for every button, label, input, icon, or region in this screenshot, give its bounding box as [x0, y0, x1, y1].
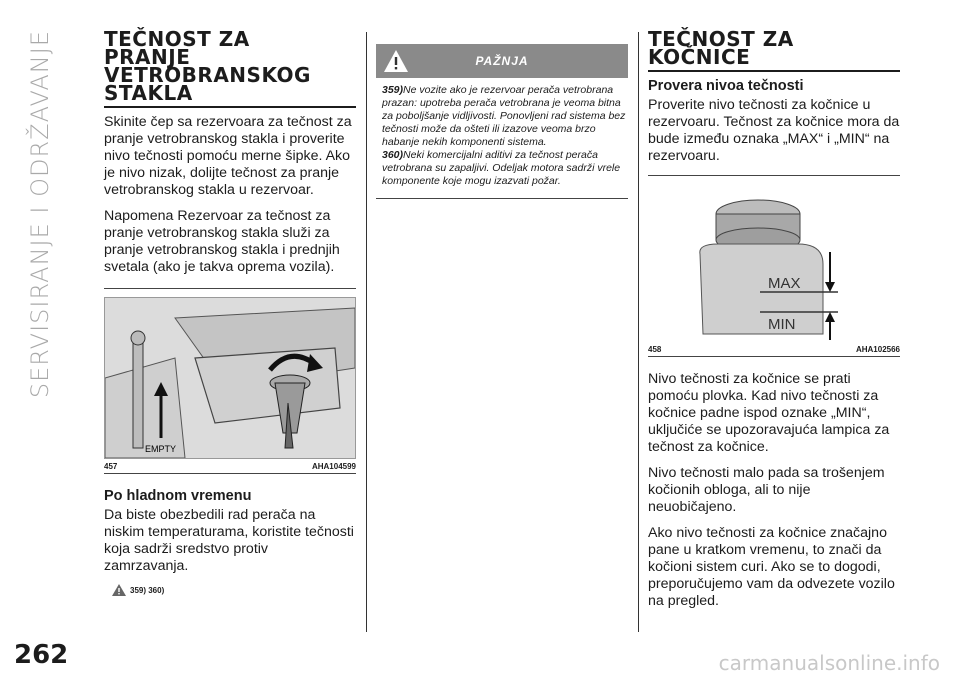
column-divider — [638, 32, 639, 632]
note-paragraph: Napomena Rezervoar za tečnost za pranje vetrobranskog stakla služi za pranje vetrobranskog stakla i prednjih svetala (ako je takva oprema vozila). — [104, 208, 340, 275]
figure-458 — [648, 175, 900, 357]
warning-header — [376, 44, 628, 78]
watermark: carmanualsonline.info — [718, 651, 940, 675]
section-title-washer-fluid: TEČNOST ZA PRANJE VETROBRANSKOG STAKLA — [104, 30, 356, 108]
svg-text:MIN: MIN — [768, 316, 796, 333]
warning-title: PAŽNJA — [475, 54, 529, 68]
paragraph: Nivo tečnosti za kočnice se prati pomoću plovka. Kad nivo tečnosti za kočnice padne ispod oznake „MIN“, uključiće se upozoravajuća lampica za tečnost za kočnice. — [648, 371, 890, 455]
brake-fluid-section — [648, 27, 900, 619]
paragraph: Proverite nivo tečnosti za kočnice u rezervoaru. Tečnost za kočnice mora da bude između oznaka „MAX“ i „MIN“ na rezervoaru. — [648, 97, 900, 164]
side-section-title: SERVISIRANJE I ODRŽAVANJE — [26, 30, 54, 399]
warning-box — [376, 44, 628, 199]
figure-caption: 457 AHA104599 — [104, 462, 356, 474]
paragraph: Skinite čep sa rezervoara za tečnost za pranje vetrobranskog stakla i proverite nivo tečnosti pomoću merne šipke. Ako je nivo nizak, dolijte tečnost za pranje vetrobranskog stakla u rezervoar. — [104, 114, 352, 198]
warning-item-359: 359)Ne vozite ako je rezervoar perača vetrobrana prazan: upotreba perača vetrobrana je veoma bitna za poboljšanje vidljivosti. Ponovljeni rad sistema bez tečnosti može da ošteti ili izazove veoma brzo habanje nekih komponenti sistema. — [382, 84, 626, 148]
paragraph: Ako nivo tečnosti za kočnice značajno pane u kratkom vremenu, to znači da kočioni sistem curi. Ako se to dogodi, preporučujemo vam da odvezete vozilo na pregled. — [648, 525, 895, 609]
subheading-level-check: Provera nivoa tečnosti — [648, 78, 804, 94]
warning-item-360: 360)Neki komercijalni aditivi za tečnost perača vetrobrana su zapaljivi. Odeljak motora sadrži vrele komponente koje mogu izazvati požar. — [382, 149, 621, 187]
section-title-brake-fluid: TEČNOST ZA KOČNICE — [648, 30, 900, 72]
paragraph: Da biste obezbedili rad perača na niskim temperaturama, koristite tečnosti koja sadrži sredstvo protiv zamrzavanja. — [104, 507, 354, 574]
column-divider — [366, 32, 367, 632]
warning-references: 359) 360) — [112, 584, 356, 596]
page-number: 262 — [14, 640, 69, 670]
svg-text:EMPTY: EMPTY — [145, 444, 177, 454]
warning-triangle-icon — [112, 584, 126, 596]
washer-reservoir-illustration — [104, 297, 356, 459]
figure-457 — [104, 288, 356, 474]
washer-fluid-section — [104, 27, 356, 596]
down-arrow-icon — [825, 252, 835, 292]
up-arrow-icon — [825, 312, 835, 340]
warning-column — [376, 30, 628, 199]
subheading-cold-weather: Po hladnom vremenu — [104, 488, 252, 504]
brake-reservoir-illustration — [648, 184, 900, 342]
svg-text:MAX: MAX — [768, 275, 801, 292]
warning-triangle-icon — [384, 50, 408, 72]
paragraph: Nivo tečnosti malo pada sa trošenjem kočionih obloga, ali to nije neuobičajeno. — [648, 465, 885, 515]
figure-caption: 458 AHA102566 — [648, 345, 900, 357]
